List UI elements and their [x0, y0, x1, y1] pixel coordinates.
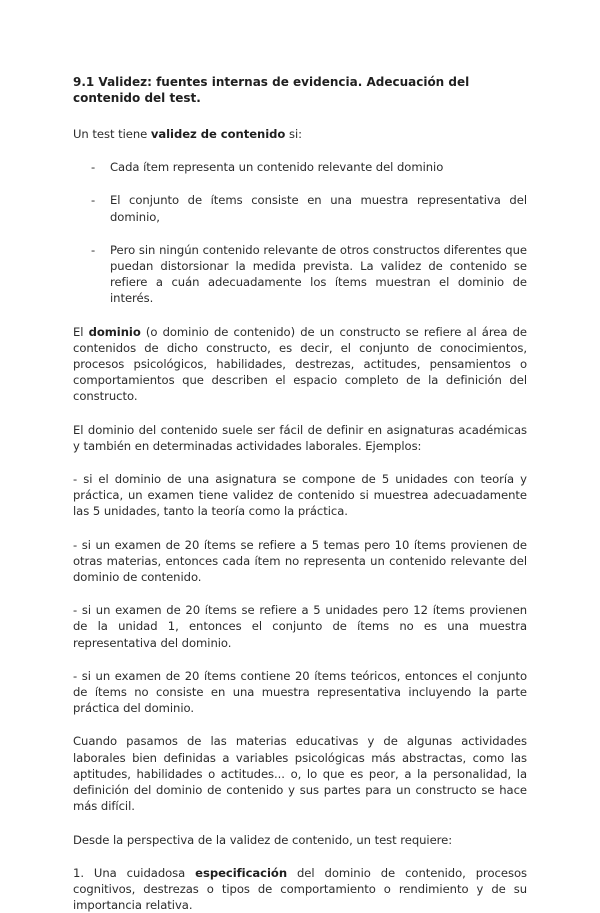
domain-text-start: El	[73, 324, 89, 339]
intro-text-start: Un test tiene	[73, 127, 151, 141]
list-item-text: Cada ítem representa un contenido relevante del dominio	[110, 160, 444, 175]
domain-bold-term: dominio	[88, 324, 141, 339]
dash-marker: -	[91, 193, 96, 208]
intro-paragraph	[73, 126, 527, 142]
example-paragraph-3: - si un examen de 20 ítems se refiere a 5 unidades pero 12 ítems provienen de la unidad 1, entonces el conjunto de ítems no es una muestra representativa del dominio.	[73, 603, 527, 650]
dash-marker: -	[91, 242, 96, 257]
list-item	[73, 242, 527, 307]
domain-paragraph	[73, 324, 527, 405]
section-heading: 9.1 Validez: fuentes internas de evidencia. Adecuación del contenido del test.	[73, 75, 470, 105]
dash-marker: -	[91, 160, 96, 175]
domain-text-end: (o dominio de contenido) de un constructo se refiere al área de contenidos de dicho constructo, es decir, el conjunto de conocimientos, procesos psicológicos, habilidades, destrezas, actitudes, pensamientos o comportamientos que describen el espacio completo de la definición del constructo.	[73, 324, 527, 404]
intro-bold-term: validez de contenido	[150, 127, 286, 141]
example-paragraph-2: - si un examen de 20 ítems se refiere a 5 temas pero 10 ítems provienen de otras materias, entonces cada ítem no representa un contenido relevante del dominio de contenido.	[73, 537, 527, 585]
list-item-text: El conjunto de ítems consiste en una muestra representativa del dominio,	[110, 193, 527, 224]
intro-text-end: si:	[285, 127, 302, 141]
abstract-variables-paragraph: Cuando pasamos de las materias educativas y de algunas actividades laborales bien definidas a variables psicológicas más abstractas, como las aptitudes, habilidades o actitudes... o, lo que es peor, a la personalidad, la definición del dominio de contenido y sus partes para un constructo se hace más difícil.	[73, 734, 527, 814]
example-paragraph-1: - si el dominio de una asignatura se compone de 5 unidades con teoría y práctica, un examen tiene validez de contenido si muestrea adecuadamente las 5 unidades, tanto la teoría como la práctica.	[73, 472, 527, 519]
requirement-text-start: 1. Una cuidadosa	[73, 865, 196, 880]
list-item	[73, 159, 527, 175]
validity-criteria-list	[73, 159, 527, 306]
requirement-item-1	[73, 865, 527, 913]
example-paragraph-4: - si un examen de 20 ítems contiene 20 ítems teóricos, entonces el conjunto de ítems no consiste en una muestra representativa incluyendo la parte práctica del dominio.	[73, 668, 527, 716]
list-item-text: Pero sin ningún contenido relevante de otros constructos diferentes que puedan distorsionar la medida prevista. La validez de contenido se refiere a cuán adecuadamente los ítems muestran el dominio de interés.	[110, 242, 527, 306]
requirement-bold-term: especificación	[195, 865, 288, 880]
requirement-text-end: del dominio de contenido, procesos cognitivos, destrezas o tipos de comportamiento o rendimiento y de su importancia relativa.	[73, 865, 527, 913]
examples-intro-paragraph: El dominio del contenido suele ser fácil de definir en asignaturas académicas y también en determinadas actividades laborales. Ejemplos:	[73, 422, 527, 453]
list-item	[73, 192, 527, 224]
requirements-intro-paragraph: Desde la perspectiva de la validez de contenido, un test requiere:	[73, 832, 453, 847]
